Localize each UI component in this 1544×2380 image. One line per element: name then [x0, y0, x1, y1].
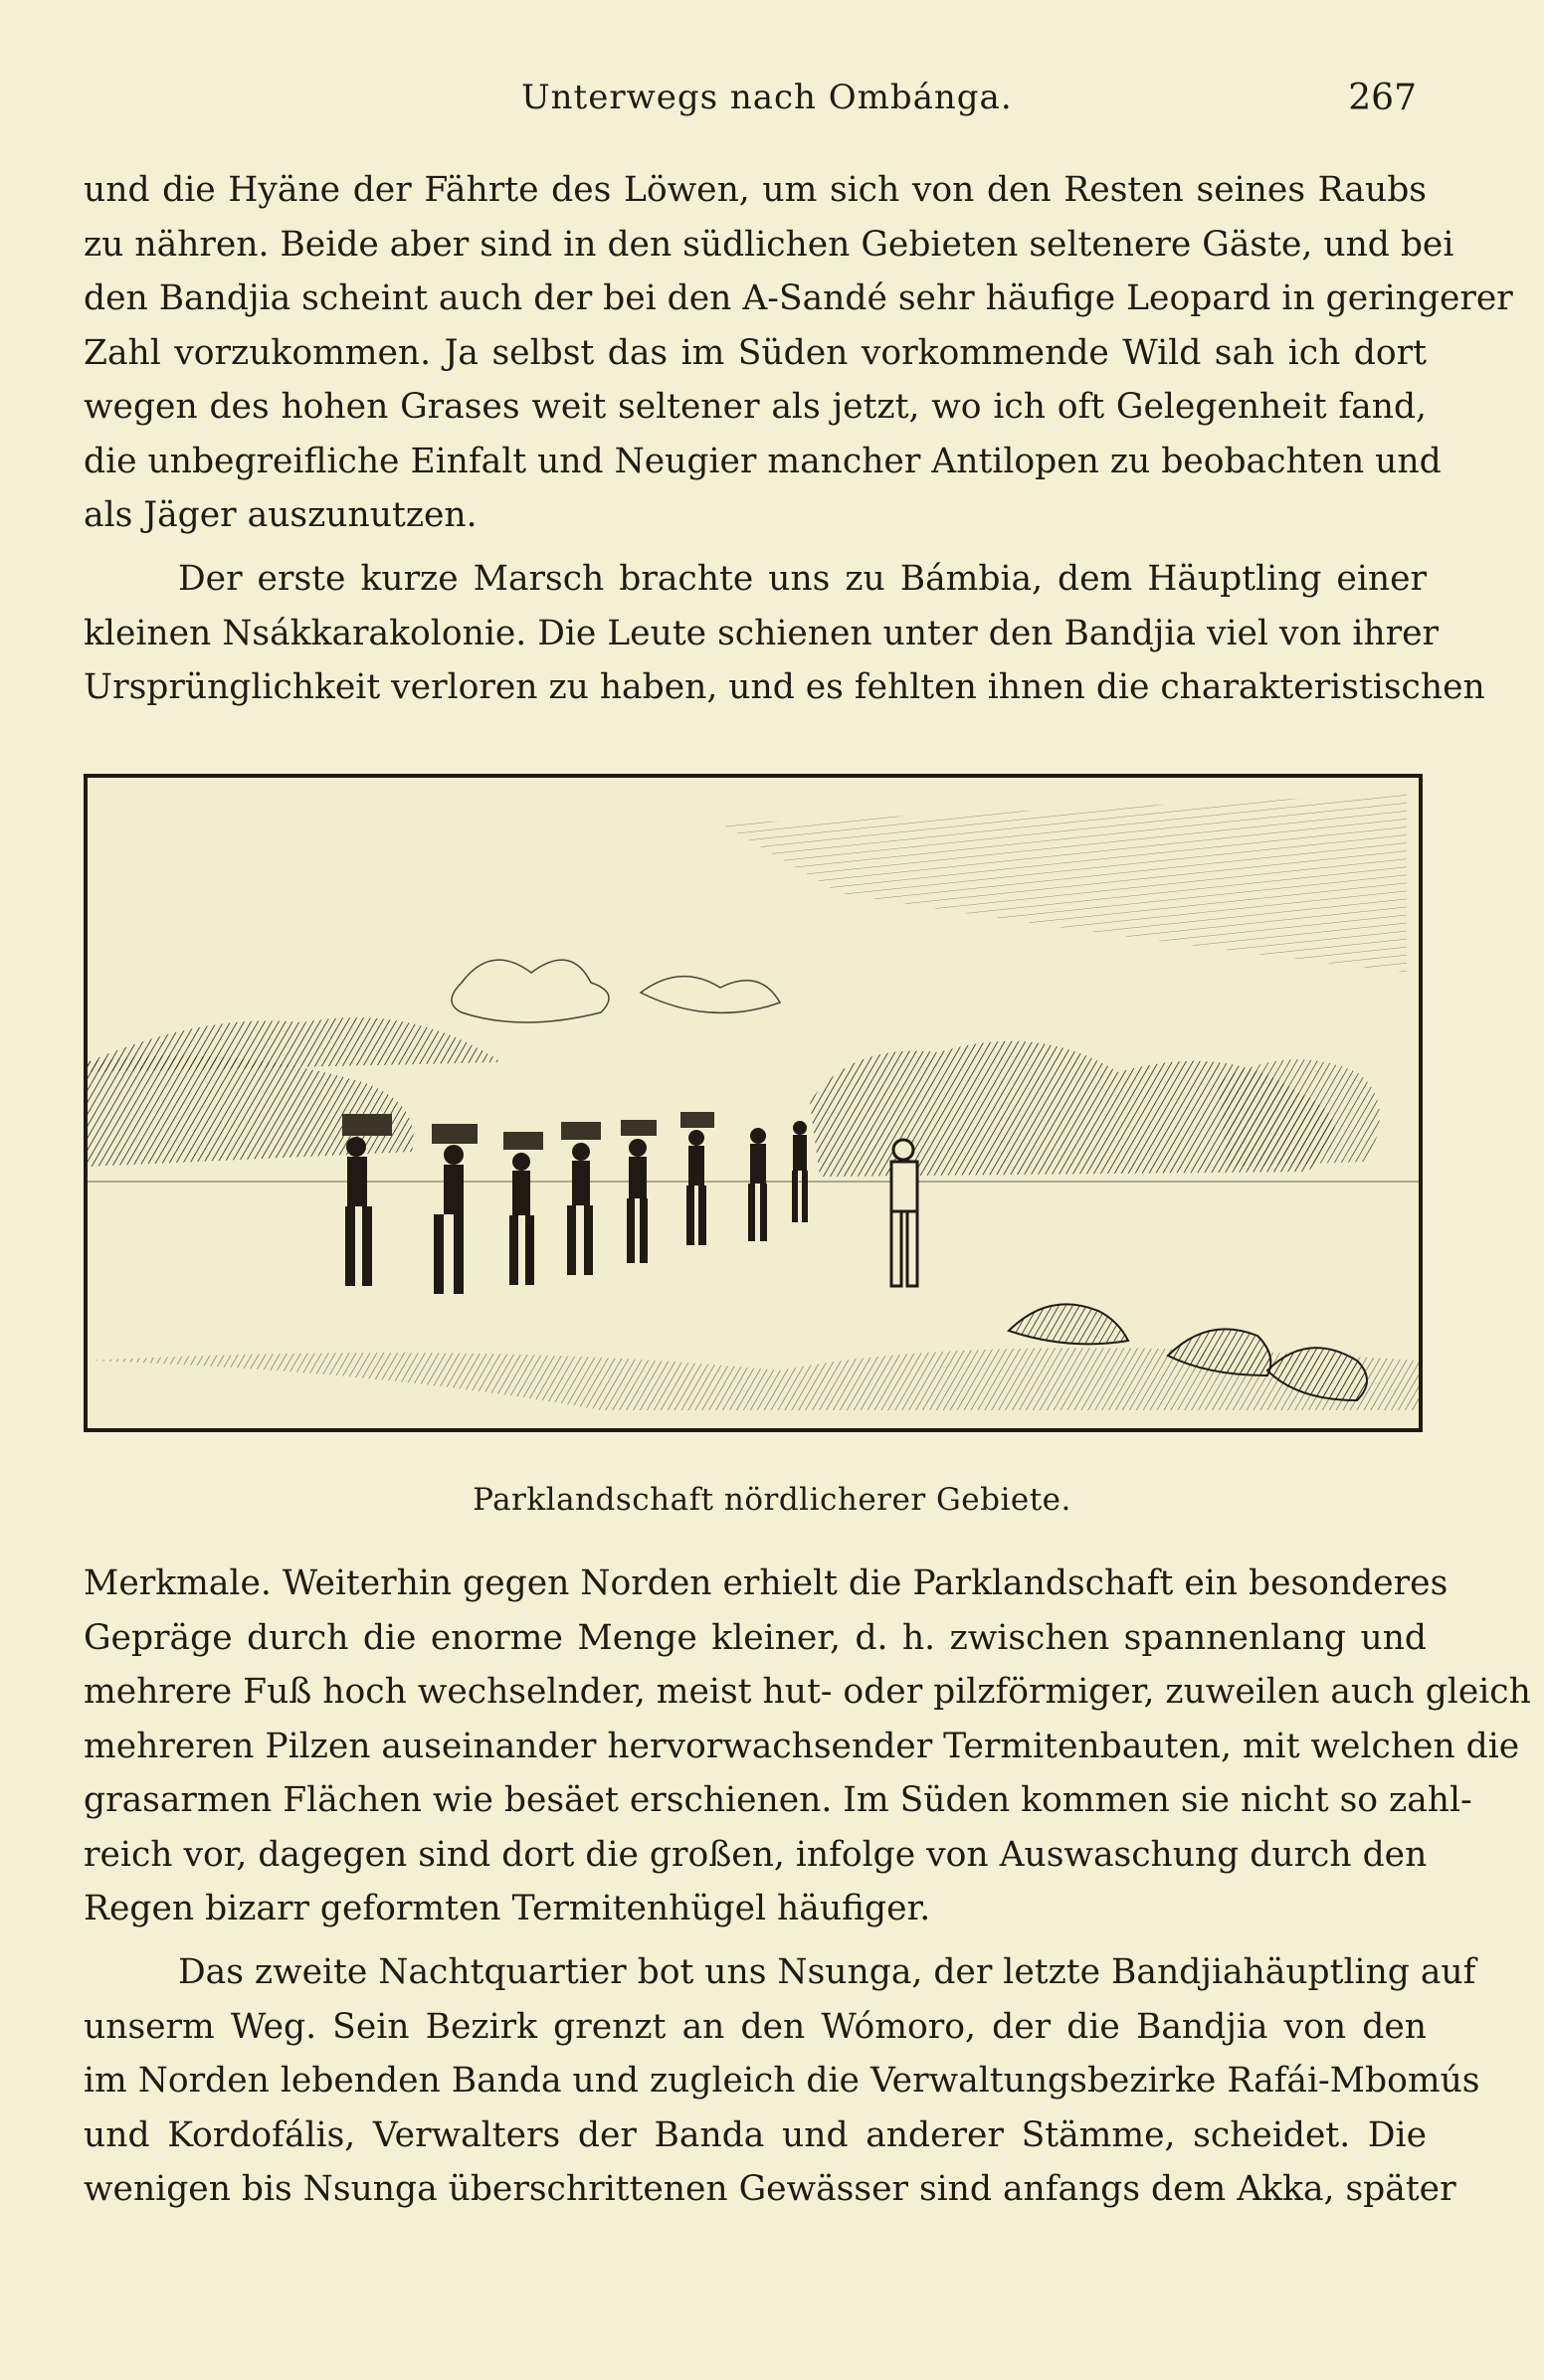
page-header	[84, 70, 1417, 129]
text-line: und Kordofális, Verwalters der Banda und anderer Stämme, scheidet. Die	[84, 2114, 1427, 2155]
text-line: Gepräge durch die enorme Menge kleiner, d. h. zwischen spannenlang und	[84, 1617, 1427, 1658]
thicket-right	[1218, 1059, 1380, 1167]
engraving-svg	[84, 774, 1423, 1432]
text-line: Ursprünglichkeit verloren zu haben, und es fehlten ihnen die charakteristischen	[84, 667, 1485, 707]
text-line: grasarmen Flächen wie besäet erschienen. Im Süden kommen sie nicht so zahl-	[84, 1780, 1472, 1820]
text-line: als Jäger auszunutzen.	[84, 495, 478, 535]
page-number: 267	[1348, 78, 1417, 118]
paragraph-2	[84, 552, 1485, 715]
text-line: Regen bizarr geformten Termitenhügel häufiger.	[84, 1889, 931, 1928]
text-line: den Bandjia scheint auch der bei den A-Sandé sehr häufige Leopard in geringerer	[84, 278, 1513, 318]
text-line: unserm Weg. Sein Bezirk grenzt an den Wómoro, der die Bandjia von den	[84, 2006, 1427, 2047]
text-line: zu nähren. Beide aber sind in den südlichen Gebieten seltenere Gäste, und bei	[84, 224, 1454, 265]
paragraph-3	[84, 1556, 1531, 1936]
text-line: mehreren Pilzen auseinander hervorwachsender Termitenbauten, mit welchen die	[84, 1726, 1520, 1766]
text-line: Das zweite Nachtquartier bot uns Nsunga, der letzte Bandjiahäuptling auf	[178, 1952, 1476, 1992]
text-line: wegen des hohen Grases weit seltener als jetzt, wo ich oft Gelegenheit fand,	[84, 387, 1427, 427]
running-head: Unterwegs nach Ombánga.	[521, 78, 1013, 117]
text-line: kleinen Nsákkarakolonie. Die Leute schienen unter den Bandjia viel von ihrer	[84, 613, 1439, 653]
text-line: Merkmale. Weiterhin gegen Norden erhielt die Parklandschaft ein besonderes	[84, 1563, 1448, 1603]
paragraph-1	[84, 163, 1513, 543]
text-line: Zahl vorzukommen. Ja selbst das im Süden vorkommende Wild sah ich dort	[84, 332, 1427, 373]
text-line: Der erste kurze Marsch brachte uns zu Bámbia, dem Häuptling einer	[178, 559, 1427, 599]
text-line: reich vor, dagegen sind dort die großen, infolge von Auswaschung durch den	[84, 1834, 1428, 1875]
illustration-park-landscape	[84, 774, 1423, 1432]
text-line: mehrere Fuß hoch wechselnder, meist hut- oder pilzförmiger, zuweilen auch gleich	[84, 1672, 1531, 1712]
paragraph-4	[84, 1945, 1480, 2217]
text-line: wenigen bis Nsunga überschrittenen Gewässer sind anfangs dem Akka, später	[84, 2169, 1456, 2209]
text-line: die unbegreifliche Einfalt und Neugier mancher Antilopen zu beobachten und	[84, 441, 1442, 481]
text-line: im Norden lebenden Banda und zugleich die Verwaltungsbezirke Rafái-Mbomús	[84, 2061, 1480, 2101]
text-line: und die Hyäne der Fährte des Löwen, um sich von den Resten seines Raubs	[84, 170, 1427, 210]
figure-caption: Parklandschaft nördlicherer Gebiete.	[473, 1482, 1071, 1518]
